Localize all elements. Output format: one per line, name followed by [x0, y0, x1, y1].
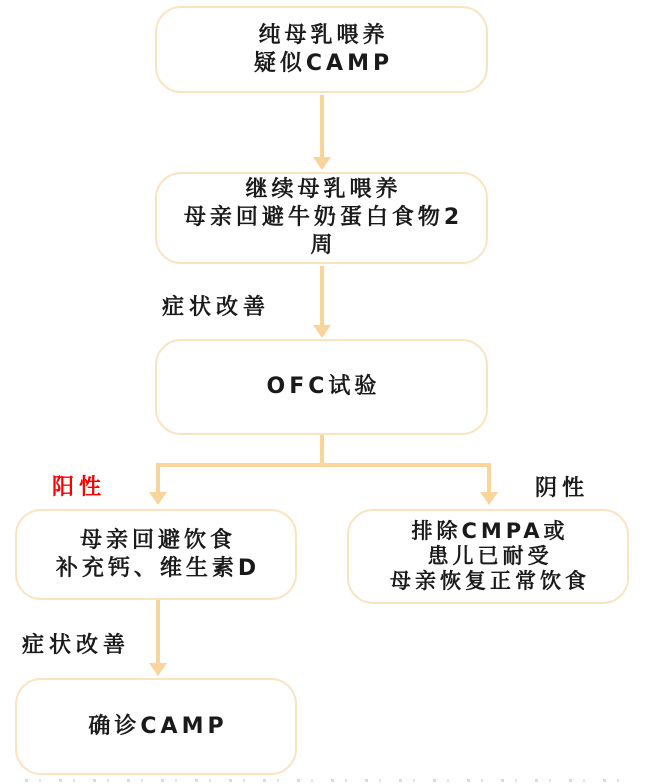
node-diagnosis-confirmed	[15, 678, 297, 775]
edge-label-symptom-improve-1: 症状改善	[162, 295, 271, 320]
branch-horizontal-line	[156, 463, 491, 467]
node-exclude-cmpa	[347, 509, 629, 604]
node-negative-line: 母亲恢复正常饮食	[390, 569, 590, 593]
edge-label-negative: 阴性	[535, 476, 590, 501]
cropped-caption-edge	[25, 779, 635, 782]
arrow-branch-negative-line	[487, 463, 491, 493]
node-negative-line: 患儿已耐受	[427, 544, 553, 568]
node-start	[155, 6, 488, 93]
node-continue-line: 母亲回避牛奶蛋白食物2	[183, 205, 464, 230]
node-ofc-line: OFC试验	[266, 374, 381, 399]
edge-label-positive: 阳性	[52, 475, 107, 500]
arrow-start-to-continue-head	[313, 157, 331, 170]
node-continue-breastfeeding	[155, 172, 488, 264]
node-continue-line: 周	[310, 233, 337, 258]
arrow-continue-to-ofc-head	[313, 325, 331, 338]
arrow-continue-to-ofc-line	[320, 266, 324, 326]
arrow-branch-negative-head	[480, 492, 498, 505]
node-start-line: 纯母乳喂养	[258, 22, 389, 48]
node-continue-line: 继续母乳喂养	[245, 177, 402, 202]
node-positive-line: 补充钙、维生素D	[55, 555, 261, 581]
arrow-branch-positive-line	[156, 463, 160, 493]
node-ofc-test	[155, 339, 488, 435]
arrow-positive-to-diagnosis-line	[156, 600, 160, 663]
arrow-positive-to-diagnosis-head	[149, 663, 167, 676]
node-maternal-elimination-diet	[15, 509, 297, 600]
edge-label-symptom-improve-2: 症状改善	[22, 633, 131, 658]
arrow-branch-positive-head	[149, 492, 167, 505]
node-negative-line: 排除CMPA或	[411, 519, 569, 543]
node-positive-line: 母亲回避饮食	[79, 527, 236, 553]
node-start-line: 疑似CAMP	[253, 50, 394, 76]
node-diagnosis-line: 确诊CAMP	[88, 713, 228, 739]
arrow-start-to-continue-line	[320, 95, 324, 158]
